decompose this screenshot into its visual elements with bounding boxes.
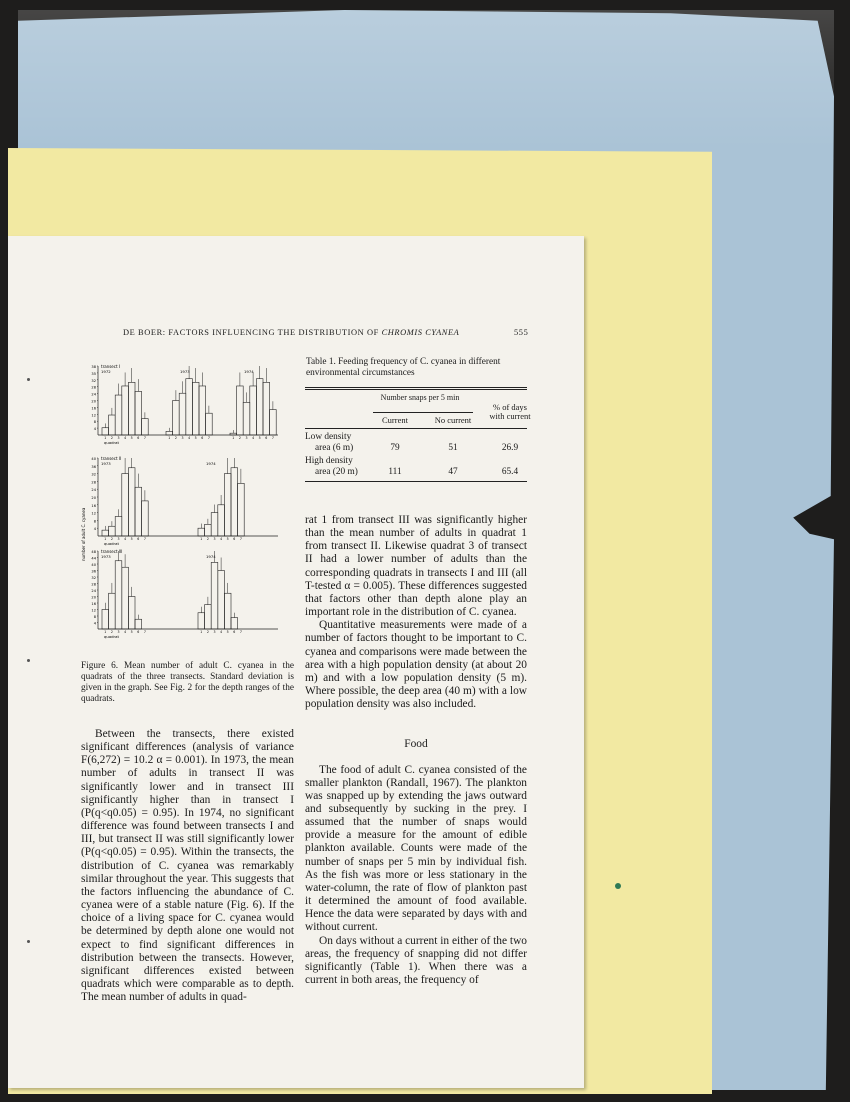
bar (102, 428, 109, 435)
row-label-sub: area (20 m) (315, 467, 358, 477)
bar (115, 561, 122, 629)
x-tick-label: 6 (265, 436, 268, 440)
bar (231, 468, 238, 536)
bar (238, 483, 245, 536)
y-tick-label: 32 (91, 378, 96, 383)
bar (135, 391, 142, 435)
row-label: Low density (305, 432, 352, 442)
y-tick-label: 20 (91, 595, 96, 600)
series-year-label: 1973 (101, 461, 111, 466)
y-tick-label: 8 (93, 420, 96, 425)
panel-title: transect III (101, 549, 123, 554)
margin-dot (27, 940, 30, 943)
table-group-rule (373, 412, 473, 413)
y-tick-label: 38 (91, 365, 96, 369)
y-tick-label: 8 (93, 519, 96, 524)
x-tick-label: 1 (232, 436, 235, 440)
bar (198, 528, 205, 536)
paragraph-snapping: On days without a current in either of the two areas, the frequency of snapping did not differ significantly (Table 1). When there was a current in both areas, the frequency of (305, 934, 527, 986)
blue-sheet-fold (18, 10, 834, 150)
page-number: 555 (514, 328, 529, 337)
section-heading-food: Food (404, 738, 428, 751)
x-tick-label: 1 (168, 436, 171, 440)
y-tick-label: 40 (91, 457, 96, 461)
x-tick-label: 2 (110, 436, 113, 440)
y-tick-label: 36 (91, 569, 96, 574)
x-tick-label: 7 (271, 436, 274, 440)
cell-pct: 26.9 (501, 443, 519, 453)
figure-caption (81, 661, 294, 705)
x-tick-label: 3 (117, 436, 120, 440)
ink-spot (615, 883, 621, 889)
y-tick-label: 12 (91, 608, 96, 613)
bar (198, 613, 205, 629)
journal-page (8, 236, 584, 1088)
series-year-label: 1974 (244, 369, 254, 374)
bar (166, 431, 173, 435)
series-year-label: 1974 (206, 554, 216, 559)
table-group-header: Number snaps per 5 min (380, 393, 460, 402)
bar (173, 401, 180, 436)
bar (237, 386, 244, 435)
bar (102, 530, 109, 536)
bar (128, 468, 135, 536)
x-tick-label: 7 (239, 537, 242, 541)
bar (218, 571, 225, 630)
x-tick-label: 7 (143, 630, 146, 634)
y-tick-label: 40 (91, 563, 96, 567)
x-tick-label: 2 (206, 537, 209, 541)
row-label: High density (305, 456, 353, 466)
table-caption: Table 1. Feeding frequency of C. cyanea in different environmental circumstances (306, 357, 501, 378)
table-bottom-rule (305, 481, 527, 482)
bar (128, 597, 135, 630)
bar (122, 567, 129, 629)
x-tick-label: 4 (124, 537, 127, 541)
col-header-current: Current (382, 415, 408, 425)
y-tick-label: 32 (91, 576, 96, 580)
right-column-text (305, 514, 527, 987)
bar (142, 501, 149, 536)
bar (218, 505, 225, 536)
cell-pct: 65.4 (501, 467, 519, 477)
x-tick-label: 4 (252, 436, 255, 440)
cell-no-current: 51 (448, 443, 458, 453)
bar (211, 513, 218, 536)
cell-current: 79 (390, 443, 400, 453)
x-tick-label: 6 (233, 630, 236, 634)
bar (142, 419, 149, 435)
x-tick-label: 5 (194, 436, 197, 440)
bar (115, 395, 122, 435)
series-year-label: 1973 (101, 554, 111, 559)
y-tick-label: 44 (91, 556, 96, 561)
series-year-label: 1974 (206, 461, 216, 466)
y-tick-label: 28 (91, 582, 96, 587)
x-tick-label: 7 (143, 537, 146, 541)
bar (109, 526, 116, 536)
y-tick-label: 32 (91, 472, 96, 477)
y-tick-label: 16 (91, 406, 96, 411)
x-tick-label: 7 (239, 630, 242, 634)
bar (102, 610, 109, 630)
y-tick-label: 35 (91, 371, 96, 376)
y-tick-label: 28 (91, 385, 96, 390)
x-tick-label: 1 (104, 537, 107, 541)
y-tick-label: 4 (93, 427, 96, 432)
bar (115, 517, 122, 537)
series-year-label: 1972 (101, 369, 111, 374)
y-tick-label: 20 (91, 399, 96, 404)
bar (224, 474, 231, 536)
x-tick-label: 6 (201, 436, 204, 440)
panel-title: transect II (101, 456, 122, 461)
x-tick-label: 2 (110, 537, 113, 541)
running-head-species: CHROMIS CYANEA (381, 328, 460, 337)
bar (135, 619, 142, 629)
x-tick-label: 2 (238, 436, 241, 440)
x-tick-label: 6 (137, 537, 140, 541)
panel-title: transect I (101, 364, 120, 369)
x-tick-label: 1 (200, 630, 203, 634)
y-axis-label: number of adult C. cyanea (81, 507, 86, 561)
cell-current: 111 (388, 467, 402, 477)
bar (192, 382, 199, 435)
x-tick-label: 6 (137, 630, 140, 634)
bar (211, 562, 218, 629)
y-tick-label: 16 (91, 503, 96, 508)
bar (231, 618, 238, 629)
bar (199, 386, 206, 435)
row-label-sub: area (6 m) (315, 443, 354, 453)
bar (256, 379, 263, 435)
x-tick-label: 3 (181, 436, 184, 440)
bar (206, 413, 213, 435)
x-tick-label: 5 (130, 436, 133, 440)
running-head-title: DE BOER: FACTORS INFLUENCING THE DISTRIBUTION OF (123, 328, 382, 337)
paragraph-food: The food of adult C. cyanea consisted of the smaller plankton (Randall, 1967). The plankton was snapped up by extending the jaws outward and subsequently by sucking in the prey. I assumed that the number of snaps would provide a measure for the amount of edible plankton available. Counts were made of the number of snaps per 5 min by individual fish. As the fish was more or less stationary in the water-column, the rate of flow of plankton past it determined the amount of food available. Hence the data were separated by days with and without current. (305, 763, 527, 934)
x-tick-label: 7 (143, 436, 146, 440)
x-tick-label: 5 (258, 436, 261, 440)
col-header-pct: % of days with current (489, 402, 531, 421)
bar (128, 382, 135, 435)
x-tick-label: 1 (200, 537, 203, 541)
bar (135, 487, 142, 536)
x-tick-label: 2 (174, 436, 177, 440)
y-tick-label: 16 (91, 602, 96, 606)
bar (243, 402, 250, 435)
y-tick-label: 12 (91, 413, 96, 418)
x-tick-label: 3 (117, 630, 120, 634)
caption-text: Figure 6. Mean number of adult C. cyanea in the quadrats of the three transects. Standard deviation is given in the graph. See Fig. 2 for the depth ranges of the quadrats. (81, 661, 294, 704)
y-tick-label: 20 (91, 496, 96, 500)
x-tick-label: 3 (245, 436, 248, 440)
bar (122, 386, 129, 435)
x-tick-label: 7 (207, 436, 210, 440)
y-tick-label: 24 (91, 589, 96, 593)
figure-6-bar-charts (80, 361, 280, 653)
y-tick-label: 24 (91, 392, 96, 397)
bar (250, 386, 257, 435)
bar (230, 433, 237, 435)
y-tick-label: 8 (93, 615, 96, 619)
bar (270, 410, 277, 435)
table-top-rule (305, 387, 527, 388)
left-column-text (81, 728, 294, 1004)
y-tick-label: 36 (91, 464, 96, 469)
x-axis-label: quadrat (104, 634, 119, 639)
x-tick-label: 4 (188, 436, 191, 440)
cell-no-current: 47 (448, 467, 458, 477)
x-tick-label: 5 (130, 630, 133, 634)
y-tick-label: 12 (91, 511, 96, 516)
bar (179, 393, 186, 435)
x-axis-label: quadrat (104, 541, 119, 546)
x-tick-label: 5 (226, 537, 229, 541)
y-tick-label: 4 (93, 527, 96, 532)
y-tick-label: 48 (91, 550, 96, 554)
bar (109, 415, 116, 435)
x-tick-label: 5 (226, 630, 229, 634)
bar (109, 593, 116, 629)
col-header-no-current: No current (434, 415, 472, 425)
y-tick-label: 24 (91, 488, 96, 493)
y-tick-label: 28 (91, 480, 96, 485)
margin-dot (27, 659, 30, 662)
paragraph-quantitative: Quantitative measurements were made of a number of factors thought to be important to C. cyanea and comparisons were made between the area with a high population density (at about 20 m) and with a low population density (5 m). Where possible, the deep area (40 m) with a low population density was also included. (305, 619, 527, 711)
x-tick-label: 3 (213, 630, 216, 634)
x-tick-label: 4 (124, 630, 127, 634)
x-tick-label: 3 (117, 537, 120, 541)
x-tick-label: 4 (220, 630, 223, 634)
table-header-rule (305, 428, 527, 429)
paragraph-quadrat-continuation: rat 1 from transect III was significantly higher than the mean number of adults in quadrat 1 from transect II. Likewise quadrat 3 of transect II had a lower number of adults than the corresponding quadrats in transects I and III (all T-tested α = 0.005). These differences suggested that factors other than depth alone play an important role in the distribution of C. cyanea. (305, 514, 527, 619)
x-tick-label: 6 (233, 537, 236, 541)
x-tick-label: 1 (104, 436, 107, 440)
bar (263, 382, 270, 435)
x-tick-label: 3 (213, 537, 216, 541)
bar (122, 474, 129, 536)
x-tick-label: 5 (130, 537, 133, 541)
bar (186, 379, 193, 435)
paragraph-transects: Between the transects, there existed significant differences (analysis of variance F(6,272) = 10.2 α = 0.001). In 1973, the mean number of adults in transect II was significantly lower and in transect III significantly higher than in transect I (P(q<q0.05) = 0.95). In 1974, no significant difference was found between transects I and III, but transect II was still significantly lower (P(q<q0.05) = 0.95). Within the transects, the distribution of C. cyanea was remarkably similar throughout the year. This suggests that the factors influencing the abundance of C. cyanea were of a stable nature (Fig. 6). If the choice of a living space for C. cyanea would be determined by depth alone one would not expect to find significant differences in distribution between the transects. However, significant differences existed between quadrats which were comparable as to depth. The mean number of adults in quad- (81, 728, 294, 1004)
x-tick-label: 2 (206, 630, 209, 634)
bar (205, 524, 212, 536)
x-tick-label: 6 (137, 436, 140, 440)
bar (205, 605, 212, 629)
x-tick-label: 1 (104, 630, 107, 634)
x-tick-label: 4 (220, 537, 223, 541)
x-axis-label: quadrat (104, 440, 119, 445)
margin-dot (27, 378, 30, 381)
table-top-rule-2 (305, 389, 527, 390)
x-tick-label: 4 (124, 436, 127, 440)
y-tick-label: 4 (93, 621, 96, 626)
bar (224, 593, 231, 629)
x-tick-label: 2 (110, 630, 113, 634)
series-year-label: 1973 (180, 369, 190, 374)
